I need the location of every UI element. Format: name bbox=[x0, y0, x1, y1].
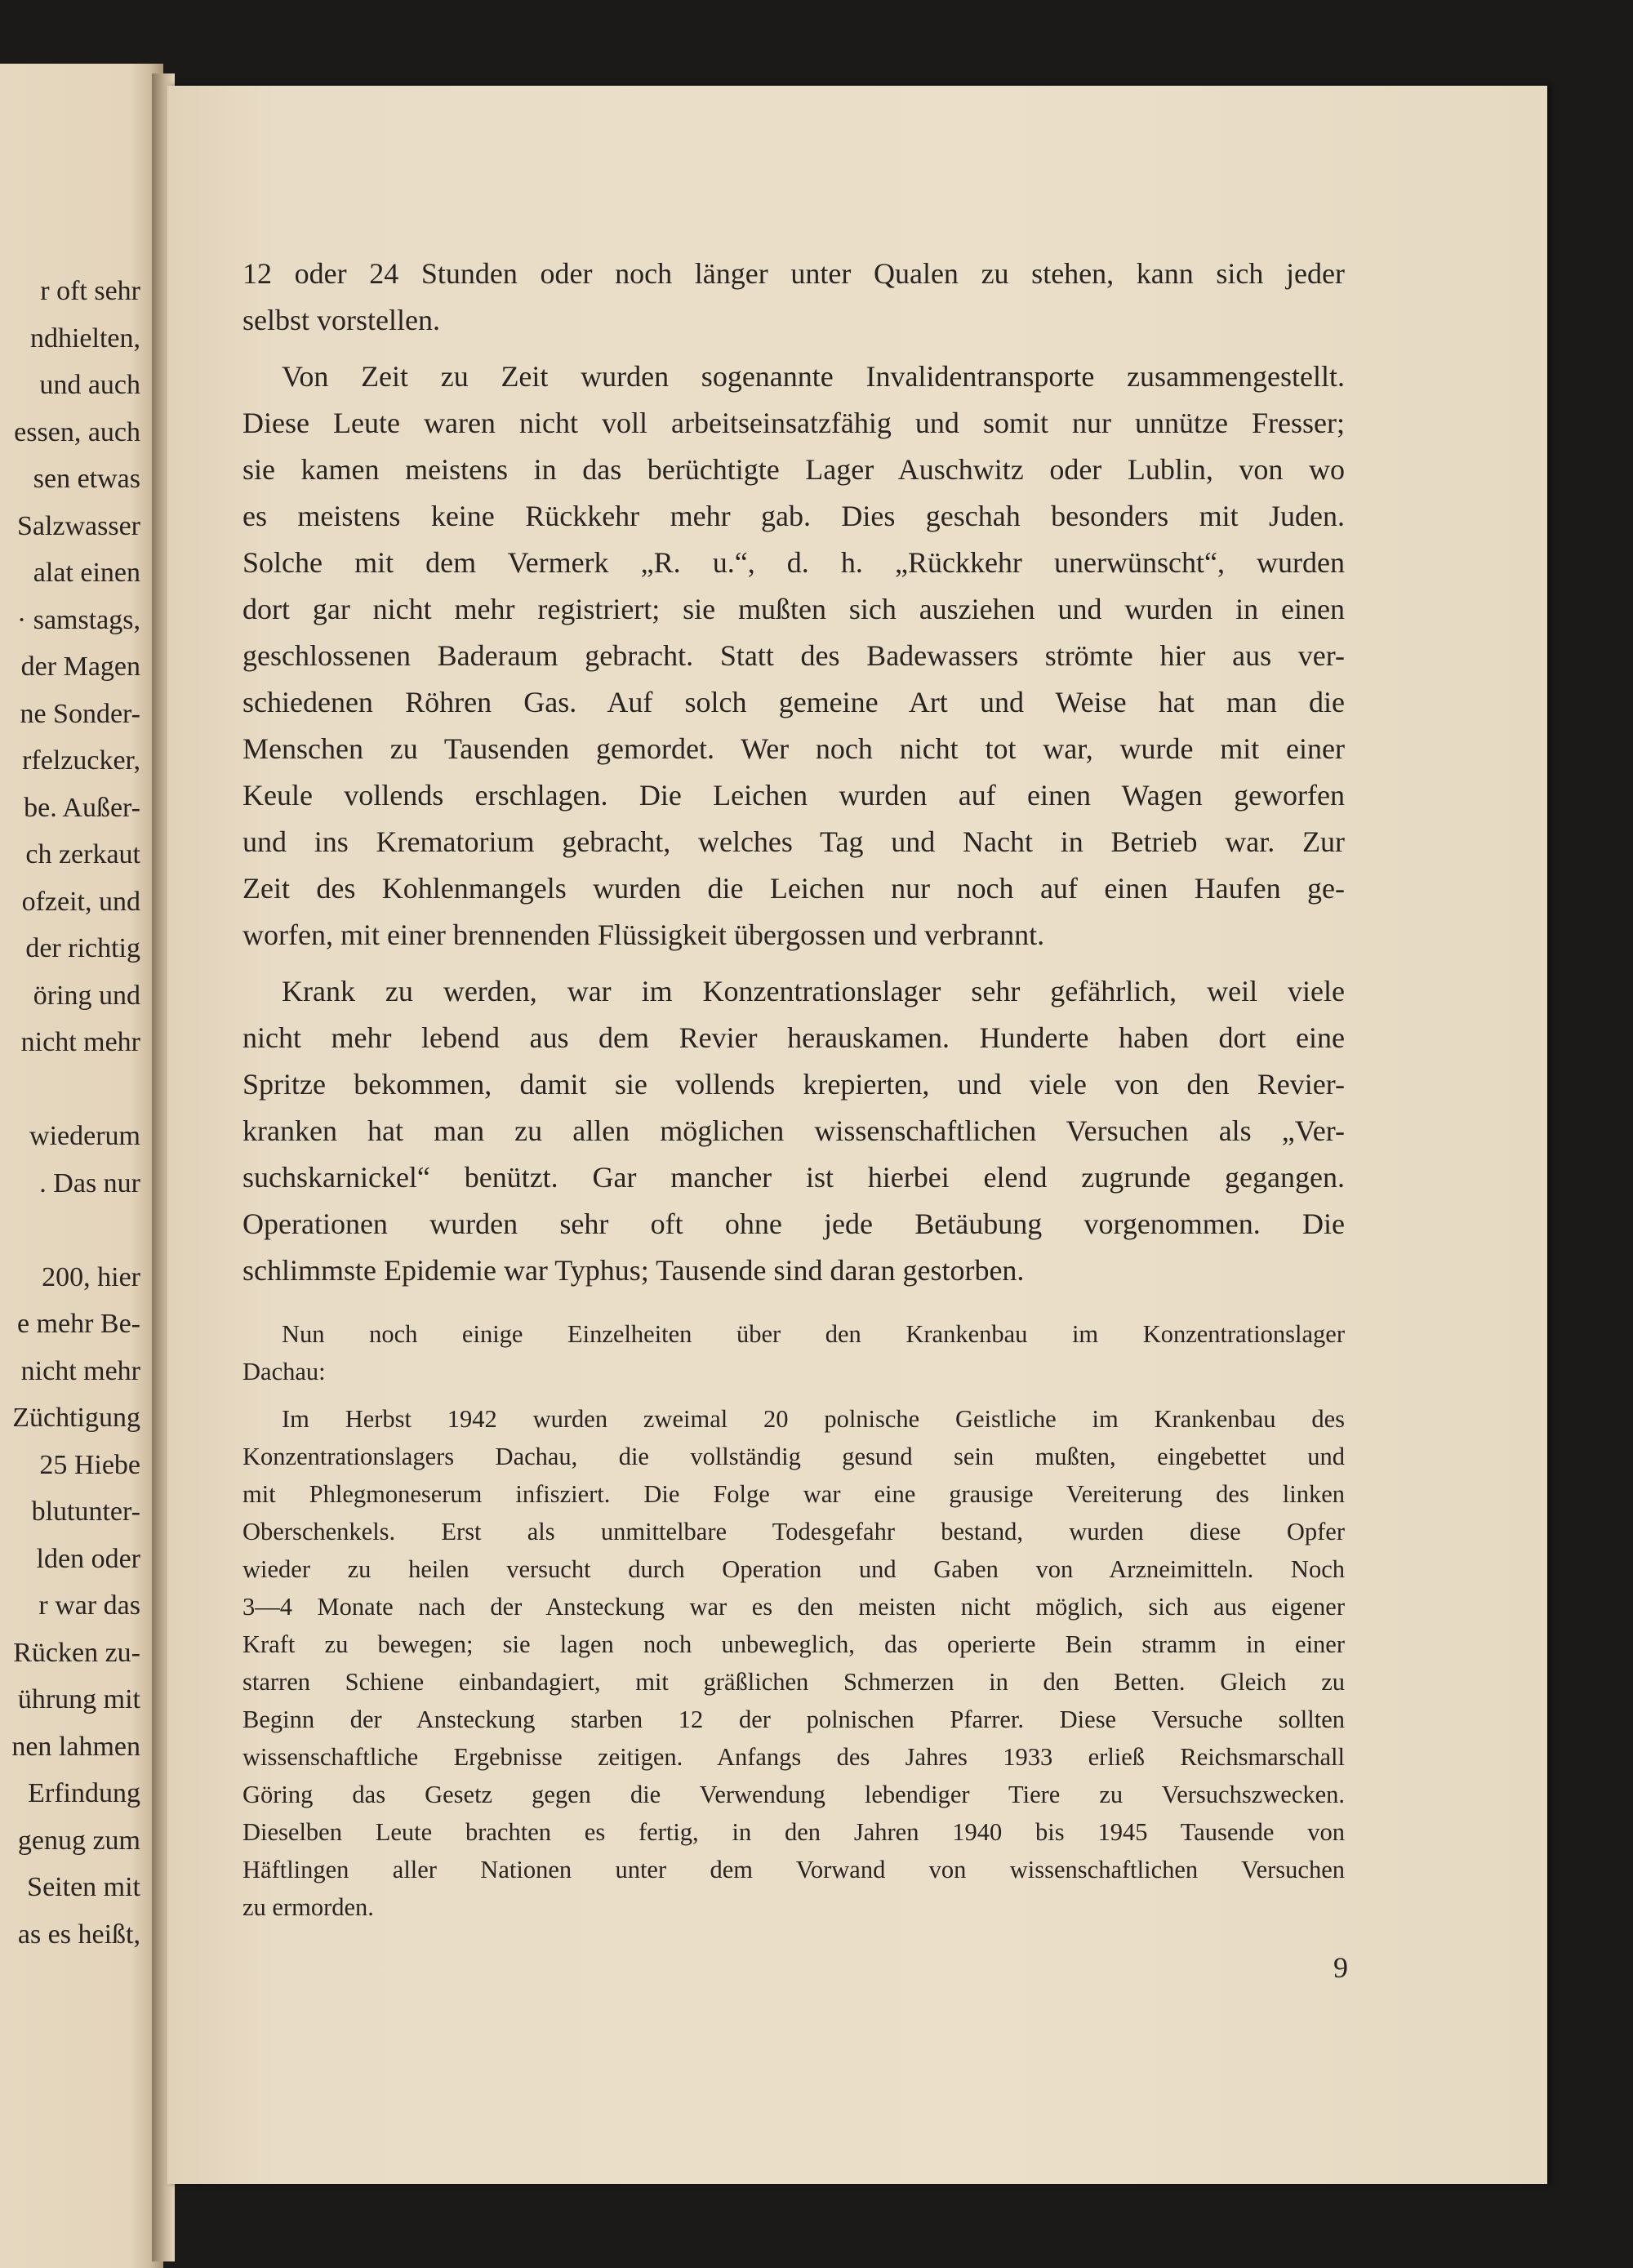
text-line: Solche mit dem Vermerk „R. u.“, d. h. „Rückkehr unerwünscht“, wurden bbox=[243, 546, 1345, 579]
text-line: 12 oder 24 Stunden oder noch länger unter Qualen zu stehen, kann sich jeder bbox=[243, 257, 1345, 290]
left-page-line: der Magen bbox=[20, 651, 140, 682]
text-line: kranken hat man zu allen möglichen wissenschaftlichen Versuchen als „Ver- bbox=[243, 1114, 1345, 1147]
left-page-line: alat einen bbox=[33, 558, 140, 588]
text-line: Nun noch einige Einzelheiten über den Krankenbau im Konzentrationslager bbox=[282, 1320, 1345, 1348]
paragraph bbox=[243, 968, 1345, 1294]
left-page-text bbox=[0, 268, 140, 1958]
text-line: wieder zu heilen versucht durch Operation und Gaben von Arzneimitteln. Noch bbox=[243, 1555, 1345, 1583]
left-page-line: · samstags, bbox=[16, 604, 140, 635]
left-page-line: blutunter- bbox=[31, 1496, 140, 1527]
text-line: Göring das Gesetz gegen die Verwendung lebendiger Tiere zu Versuchszwecken. bbox=[243, 1781, 1345, 1808]
left-page-line bbox=[0, 1207, 140, 1254]
left-page-line: genug zum bbox=[17, 1825, 140, 1856]
text-line: Menschen zu Tausenden gemordet. Wer noch nicht tot war, wurde mit einer bbox=[243, 732, 1345, 765]
page-number: 9 bbox=[1333, 1951, 1348, 1984]
left-page-line: 200, hier bbox=[42, 1261, 140, 1292]
left-page-line: e mehr Be- bbox=[16, 1309, 140, 1339]
left-page-line: Züchtigung bbox=[12, 1403, 140, 1433]
text-line: Zeit des Kohlenmangels wurden die Leichen nur noch auf einen Haufen ge- bbox=[243, 872, 1345, 905]
left-page-line: 25 Hiebe bbox=[39, 1449, 140, 1480]
paragraph bbox=[243, 1315, 1345, 1390]
text-line: schlimmste Epidemie war Typhus; Tausende sind daran gestorben. bbox=[243, 1254, 1025, 1287]
text-line: 3—4 Monate nach der Ansteckung war es den meisten nicht möglich, sich aus eigener bbox=[243, 1593, 1345, 1621]
text-line: sie kamen meistens in das berüchtigte Lager Auschwitz oder Lublin, von wo bbox=[243, 453, 1345, 486]
left-page-line: öring und bbox=[33, 980, 140, 1011]
text-line: zu ermorden. bbox=[243, 1893, 374, 1921]
text-line: selbst vorstellen. bbox=[243, 304, 440, 336]
left-page-line: und auch bbox=[39, 370, 140, 400]
text-line: Im Herbst 1942 wurden zweimal 20 polnische Geistliche im Krankenbau des bbox=[282, 1405, 1345, 1433]
left-page-line: Rücken zu- bbox=[13, 1637, 140, 1668]
text-line: worfen, mit einer brennenden Flüssigkeit übergossen und verbrannt. bbox=[243, 918, 1045, 951]
text-line: mit Phlegmoneserum infisziert. Die Folge war eine grausige Vereiterung des linken bbox=[243, 1480, 1345, 1508]
text-line: Krank zu werden, war im Konzentrationslager sehr gefährlich, weil viele bbox=[282, 975, 1345, 1007]
text-line: Beginn der Ansteckung starben 12 der polnischen Pfarrer. Diese Versuche sollten bbox=[243, 1705, 1345, 1733]
left-page-line: as es heißt, bbox=[17, 1919, 140, 1950]
left-page-line: r war das bbox=[38, 1590, 140, 1621]
text-line: Von Zeit zu Zeit wurden sogenannte Invalidentransporte zusammengestellt. bbox=[282, 360, 1345, 393]
text-line: Operationen wurden sehr oft ohne jede Betäubung vorgenommen. Die bbox=[243, 1207, 1345, 1240]
text-line: starren Schiene einbandagiert, mit gräßlichen Schmerzen in den Betten. Gleich zu bbox=[243, 1668, 1345, 1696]
paragraph bbox=[243, 251, 1345, 344]
text-line: Konzentrationslagers Dachau, die vollständig gesund sein mußten, eingebettet und bbox=[243, 1443, 1345, 1470]
left-page-line: ne Sonder- bbox=[20, 698, 140, 729]
left-page-line: nicht mehr bbox=[20, 1027, 140, 1057]
text-line: und ins Krematorium gebracht, welches Tag und Nacht in Betrieb war. Zur bbox=[243, 825, 1345, 858]
text-line: es meistens keine Rückkehr mehr gab. Dies geschah besonders mit Juden. bbox=[243, 500, 1345, 532]
left-page-line: r oft sehr bbox=[40, 276, 140, 306]
text-line: schiedenen Röhren Gas. Auf solch gemeine Art und Weise hat man die bbox=[243, 686, 1345, 718]
paragraph bbox=[243, 354, 1345, 958]
text-line: Dachau: bbox=[243, 1358, 326, 1385]
text-line: Häftlingen aller Nationen unter dem Vorwand von wissenschaftlichen Versuchen bbox=[243, 1856, 1345, 1883]
body-text bbox=[243, 251, 1345, 1926]
left-page-line: der richtig bbox=[25, 933, 140, 963]
text-line: Oberschenkels. Erst als unmittelbare Todesgefahr bestand, wurden diese Opfer bbox=[243, 1518, 1345, 1545]
left-page-line: ofzeit, und bbox=[21, 886, 140, 917]
text-line: Diese Leute waren nicht voll arbeitseinsatzfähig und somit nur unnütze Fresser; bbox=[243, 407, 1345, 439]
text-line: geschlossenen Baderaum gebracht. Statt des Badewassers strömte hier aus ver- bbox=[243, 639, 1345, 672]
left-page bbox=[0, 64, 163, 2268]
text-line: nicht mehr lebend aus dem Revier herauskamen. Hunderte haben dort eine bbox=[243, 1021, 1345, 1054]
left-page-line: . Das nur bbox=[39, 1167, 140, 1198]
text-line: wissenschaftliche Ergebnisse zeitigen. Anfangs des Jahres 1933 erließ Reichsmarschall bbox=[243, 1743, 1345, 1771]
left-page-line: lden oder bbox=[36, 1543, 140, 1574]
left-page-line: nicht mehr bbox=[20, 1355, 140, 1386]
left-page-line: rfelzucker, bbox=[22, 745, 140, 776]
left-page-line: Salzwasser bbox=[16, 510, 140, 541]
paragraph bbox=[243, 1400, 1345, 1926]
left-page-line: essen, auch bbox=[14, 416, 140, 447]
text-line: Spritze bekommen, damit sie vollends krepierten, und viele von den Revier- bbox=[243, 1068, 1345, 1101]
text-line: dort gar nicht mehr registriert; sie mußten sich ausziehen und wurden in einen bbox=[243, 593, 1345, 625]
left-page-line: be. Außer- bbox=[24, 792, 140, 823]
text-line: Kraft zu bewegen; sie lagen noch unbeweglich, das operierte Bein stramm in einer bbox=[243, 1630, 1345, 1658]
left-page-line: nen lahmen bbox=[11, 1731, 140, 1762]
left-page-line: ührung mit bbox=[17, 1684, 140, 1714]
text-line: Dieselben Leute brachten es fertig, in den Jahren 1940 bis 1945 Tausende von bbox=[243, 1818, 1345, 1846]
left-page-line: Seiten mit bbox=[27, 1872, 140, 1902]
left-page-line: ch zerkaut bbox=[25, 839, 140, 869]
text-line: Keule vollends erschlagen. Die Leichen wurden auf einen Wagen geworfen bbox=[243, 779, 1345, 812]
left-page-line: ndhielten, bbox=[29, 322, 140, 354]
text-line: suchskarnickel“ benützt. Gar mancher ist hierbei elend zugrunde gegangen. bbox=[243, 1161, 1345, 1194]
left-page-line bbox=[0, 1066, 140, 1114]
right-page bbox=[167, 86, 1547, 2184]
left-page-line: Erfindung bbox=[28, 1778, 140, 1808]
left-page-line: wiederum bbox=[29, 1121, 140, 1151]
left-page-line: sen etwas bbox=[33, 464, 140, 494]
